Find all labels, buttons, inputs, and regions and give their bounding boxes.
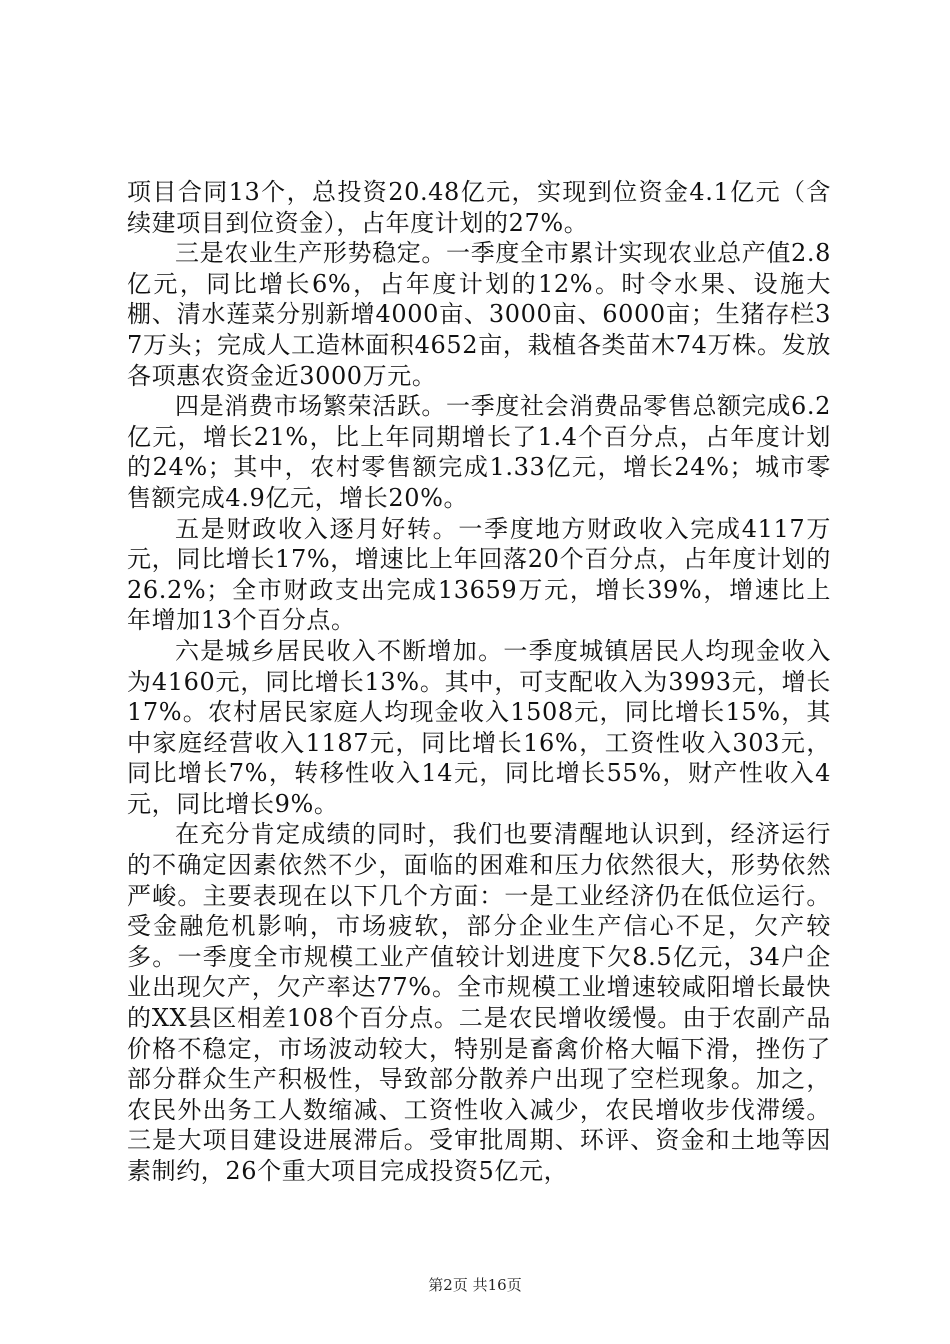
- page-number-footer: 第2页 共16页: [428, 1276, 522, 1294]
- document-body: [127, 177, 831, 1187]
- paragraph-problems: 在充分肯定成绩的同时，我们也要清醒地认识到，经济运行的不确定因素依然不少，面临的困难和压力依然很大，形势依然严峻。主要表现在以下几个方面：一是工业经济仍在低位运行。受金融危机影响，市场疲软，部分企业生产信心不足，欠产较多。一季度全市规模工业产值较计划进度下欠8.5亿元，34户企业出现欠产，欠产率达77%。全市规模工业增速较咸阳增长最快的XX县区相差108个百分点。二是农民增收缓慢。由于农副产品价格不稳定，市场波动较大，特别是畜禽价格大幅下滑，挫伤了部分群众生产积极性，导致部分散养户出现了空栏现象。加之，农民外出务工人数缩减、工资性收入减少，农民增收步伐滞缓。三是大项目建设进展滞后。受审批周期、环评、资金和土地等因素制约，26个重大项目完成投资5亿元，: [127, 820, 831, 1185]
- paragraph-consumption: 四是消费市场繁荣活跃。一季度社会消费品零售总额完成6.2亿元，增长21%，比上年同期增长了1.4个百分点，占年度计划的24%；其中，农村零售额完成1.33亿元，增长24%；城市零售额完成4.9亿元，增长20%。: [127, 392, 831, 512]
- paragraph-finance: 五是财政收入逐月好转。一季度地方财政收入完成4117万元，同比增长17%，增速比上年回落20个百分点，占年度计划的26.2%；全市财政支出完成13659万元，增长39%，增速比上年增加13个百分点。: [127, 514, 831, 635]
- paragraph-agriculture: 三是农业生产形势稳定。一季度全市累计实现农业总产值2.8亿元，同比增长6%，占年度计划的12%。时令水果、设施大棚、清水莲菜分别新增4000亩、3000亩、6000亩；生猪存栏37万头；完成人工造林面积4652亩，栽植各类苗木74万株。发放各项惠农资金近3000万元。: [127, 239, 831, 390]
- paragraph-continued: 项目合同13个，总投资20.48亿元，实现到位资金4.1亿元（含续建项目到位资金），占年度计划的27%。: [127, 178, 831, 237]
- paragraph-income: 六是城乡居民收入不断增加。一季度城镇居民人均现金收入为4160元，同比增长13%。其中，可支配收入为3993元，增长17%。农村居民家庭人均现金收入1508元，同比增长15%，其中家庭经营收入1187元，同比增长16%，工资性收入303元，同比增长7%，转移性收入14元，同比增长55%，财产性收入4元，同比增长9%。: [127, 636, 831, 818]
